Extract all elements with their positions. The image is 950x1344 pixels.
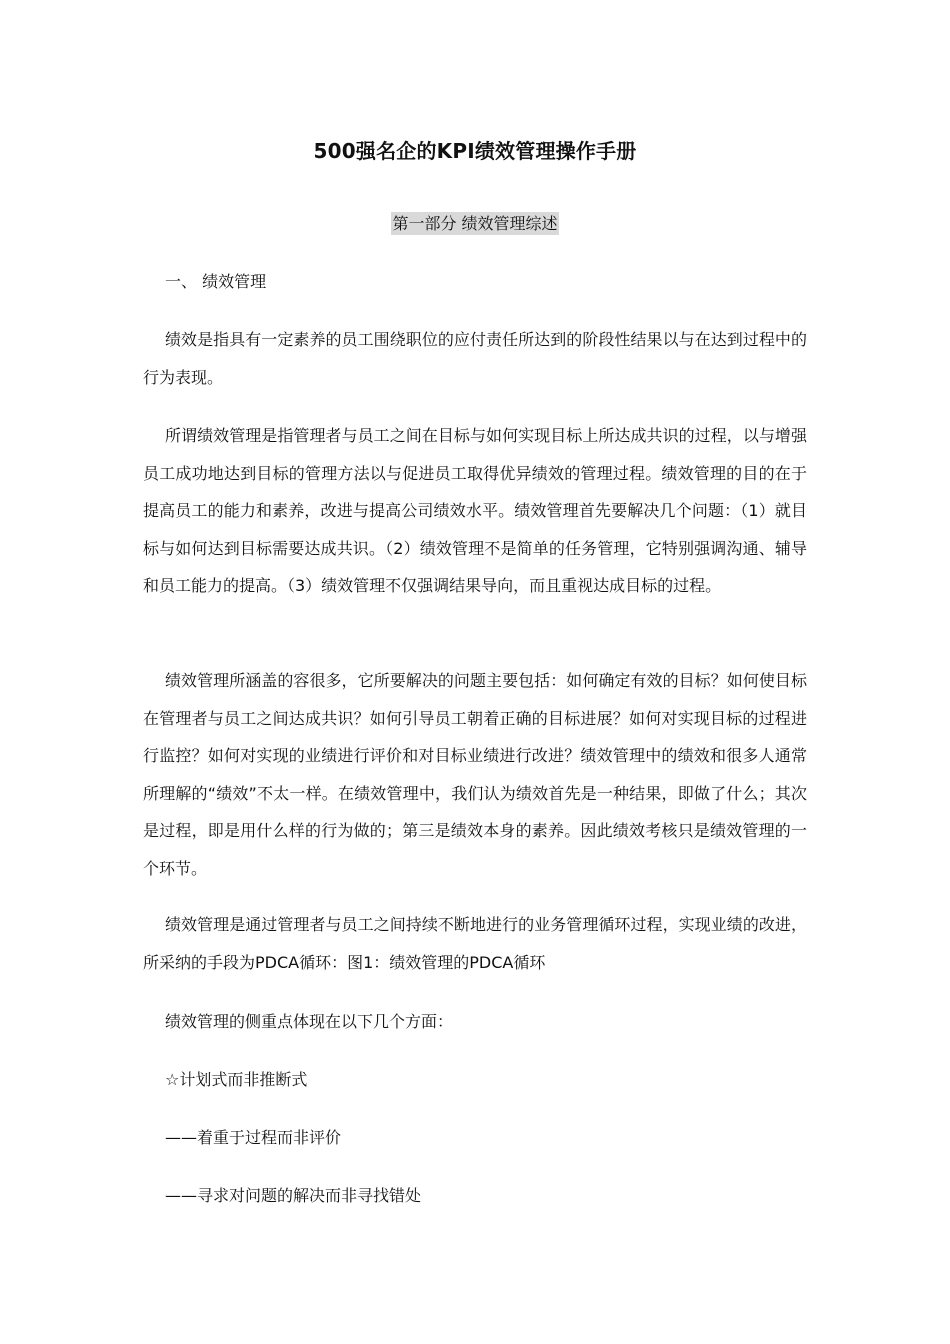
paragraph-performance-management: 所谓绩效管理是指管理者与员工之间在目标与如何实现目标上所达成共识的过程，以与增强员工成功地达到目标的管理方法以与促进员工取得优异绩效的管理过程。绩效管理的目的在于提高员工的能力和素养，改进与提高公司绩效水平。绩效管理首先要解决几个问题：（1）就目标与如何达到目标需要达成共识。（2）绩效管理不是简单的任务管理，它特别强调沟通、辅导和员工能力的提高。（3）绩效管理不仅强调结果导向，而且重视达成目标的过程。 [143, 426, 807, 595]
section-heading: 第一部分 绩效管理综述 [392, 214, 558, 233]
heading-performance-management: 一、 绩效管理 [165, 272, 267, 291]
paragraph-scope: 绩效管理所涵盖的容很多，它所要解决的问题主要包括：如何确定有效的目标？如何使目标在管理者与员工之间达成共识？如何引导员工朝着正确的目标进展？如何对实现目标的过程进行监控？如何对实现的业绩进行评价和对目标业绩进行改进？绩效管理中的绩效和很多人通常所理解的“绩效”不太一样。在绩效管理中，我们认为绩效首先是一种结果，即做了什么；其次是过程，即是用什么样的行为做的；第三是绩效本身的素养。因此绩效考核只是绩效管理的一个环节。 [143, 671, 807, 878]
paragraph-definition: 绩效是指具有一定素养的员工围绕职位的应付责任所达到的阶段性结果以与在达到过程中的行为表现。 [143, 330, 807, 387]
focus-point: ☆计划式而非推断式 [165, 1070, 308, 1089]
sub-item: ——着重于过程而非评价 [165, 1128, 342, 1147]
focus-intro: 绩效管理的侧重点体现在以下几个方面： [165, 1012, 454, 1031]
paragraph-pdca: 绩效管理是通过管理者与员工之间持续不断地进行的业务管理循环过程，实现业绩的改进，所采纳的手段为PDCA循环：图1：绩效管理的PDCA循环 [143, 915, 807, 972]
sub-item: ——寻求对问题的解决而非寻找错处 [165, 1186, 422, 1205]
section-heading-container [0, 210, 950, 238]
document-title: 500强名企的KPI绩效管理操作手册 [313, 139, 637, 163]
